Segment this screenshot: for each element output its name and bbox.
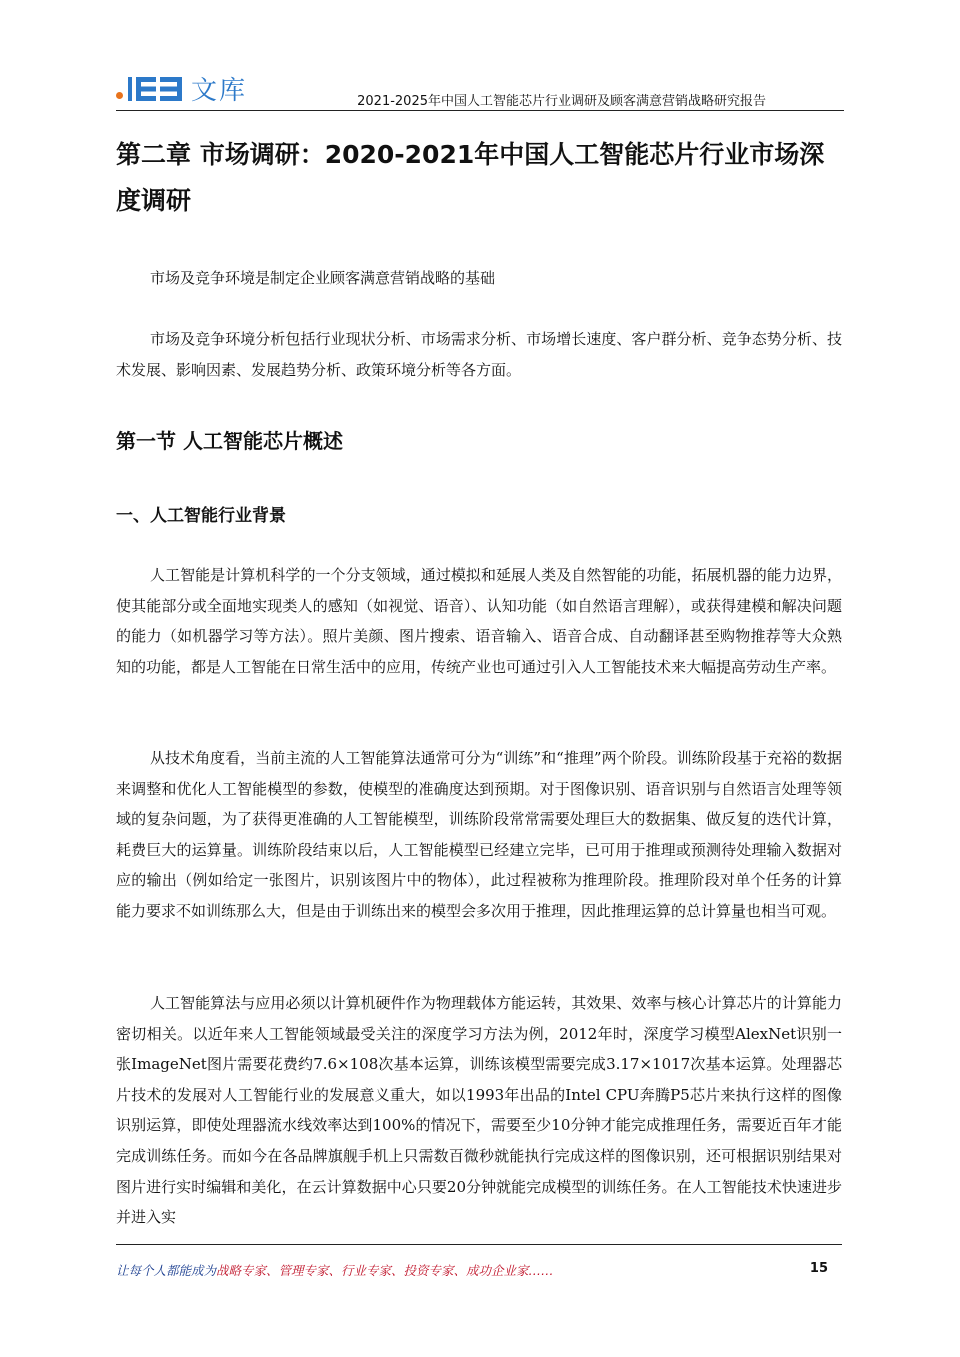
slogan-prefix: 让每个人都能成为 (116, 1263, 217, 1278)
page-number: 15 (809, 1261, 828, 1276)
paragraph-hardware: 人工智能算法与应用必须以计算机硬件作为物理载体方能运转，其效果、效率与核心计算芯片的计算能力密切相关。以近年来人工智能领域最受关注的深度学习方法为例，2012年时，深度学习模型AlexNet识别一张ImageNet图片需要花费约7.6×108次基本运算，训练该模型需要完成3.17×1017次基本运算。处理器芯片技术的发展对人工智能行业的发展意义重大，如以1993年出品的Intel CPU奔腾P5芯片来执行这样的图像识别运算，即使处理器流水线效率达到100%的情况下，需要至少10分钟才能完成推理任务，需要近百年才能完成训练任务。而如今在各品牌旗舰手机上只需数百微秒就能执行完成这样的图像识别，还可根据识别结果对图片进行实时编辑和美化，在云计算数据中心只要20分钟就能完成模型的训练任务。在人工智能技术快速进步并进入实 (116, 994, 842, 1227)
paragraph-training-inference: 从技术角度看，当前主流的人工智能算法通常可分为“训练”和“推理”两个阶段。训练阶段基于充裕的数据来调整和优化人工智能模型的参数，使模型的准确度达到预期。对于图像识别、语音识别与自然语言处理等领域的复杂问题，为了获得更准确的人工智能模型，训练阶段常常需要处理巨大的数据集、做反复的迭代计算，耗费巨大的运算量。训练阶段结束以后，人工智能模型已经建立完毕，已可用于推理或预测待处理输入数据对应的输出（例如给定一张图片，识别该图片中的物体），此过程被称为推理阶段。推理阶段对单个任务的计算能力要求不如训练那么大，但是由于训练出来的模型会多次用于推理，因此推理运算的总计算量也相当可观。 (116, 749, 842, 920)
slogan-emphasis: 战略专家、管理专家、行业专家、投资专家、成功企业家…… (216, 1263, 554, 1278)
paragraph-market-analysis: 市场及竞争环境分析包括行业现状分析、市场需求分析、市场增长速度、客户群分析、竞争态势分析、技术发展、影响因素、发展趋势分析、政策环境分析等各方面。 (116, 330, 842, 379)
footer-slogan (116, 1261, 554, 1279)
logo-text: 文库 (191, 76, 248, 106)
page-header (116, 66, 844, 111)
paragraph-intro: 市场及竞争环境是制定企业顾客满意营销战略的基础 (150, 269, 496, 287)
paragraph-ai-background: 人工智能是计算机科学的一个分支领域，通过模拟和延展人类及自然智能的功能，拓展机器的能力边界，使其能部分或全面地实现类人的感知（如视觉、语音）、认知功能（如自然语言理解），或获得建模和解决问题的能力（如机器学习等方法）。照片美颜、图片搜索、语音输入、语音合成、自动翻译甚至购物推荐等大众熟知的功能，都是人工智能在日常生活中的应用，传统产业也可通过引入人工智能技术来大幅提高劳动生产率。 (116, 566, 842, 676)
report-title: 2021-2025年中国人工智能芯片行业调研及顾客满意营销战略研究报告 (357, 94, 766, 109)
logo-dot-icon (116, 92, 123, 99)
subsection-title: 一、人工智能行业背景 (116, 506, 286, 526)
logo (116, 70, 247, 107)
section-title: 第一节 人工智能芯片概述 (116, 429, 343, 453)
document-library-logo-icon (127, 74, 187, 104)
chapter-title: 第二章 市场调研：2020-2021年中国人工智能芯片行业市场深度调研 (116, 140, 825, 215)
page-footer (116, 1244, 842, 1285)
